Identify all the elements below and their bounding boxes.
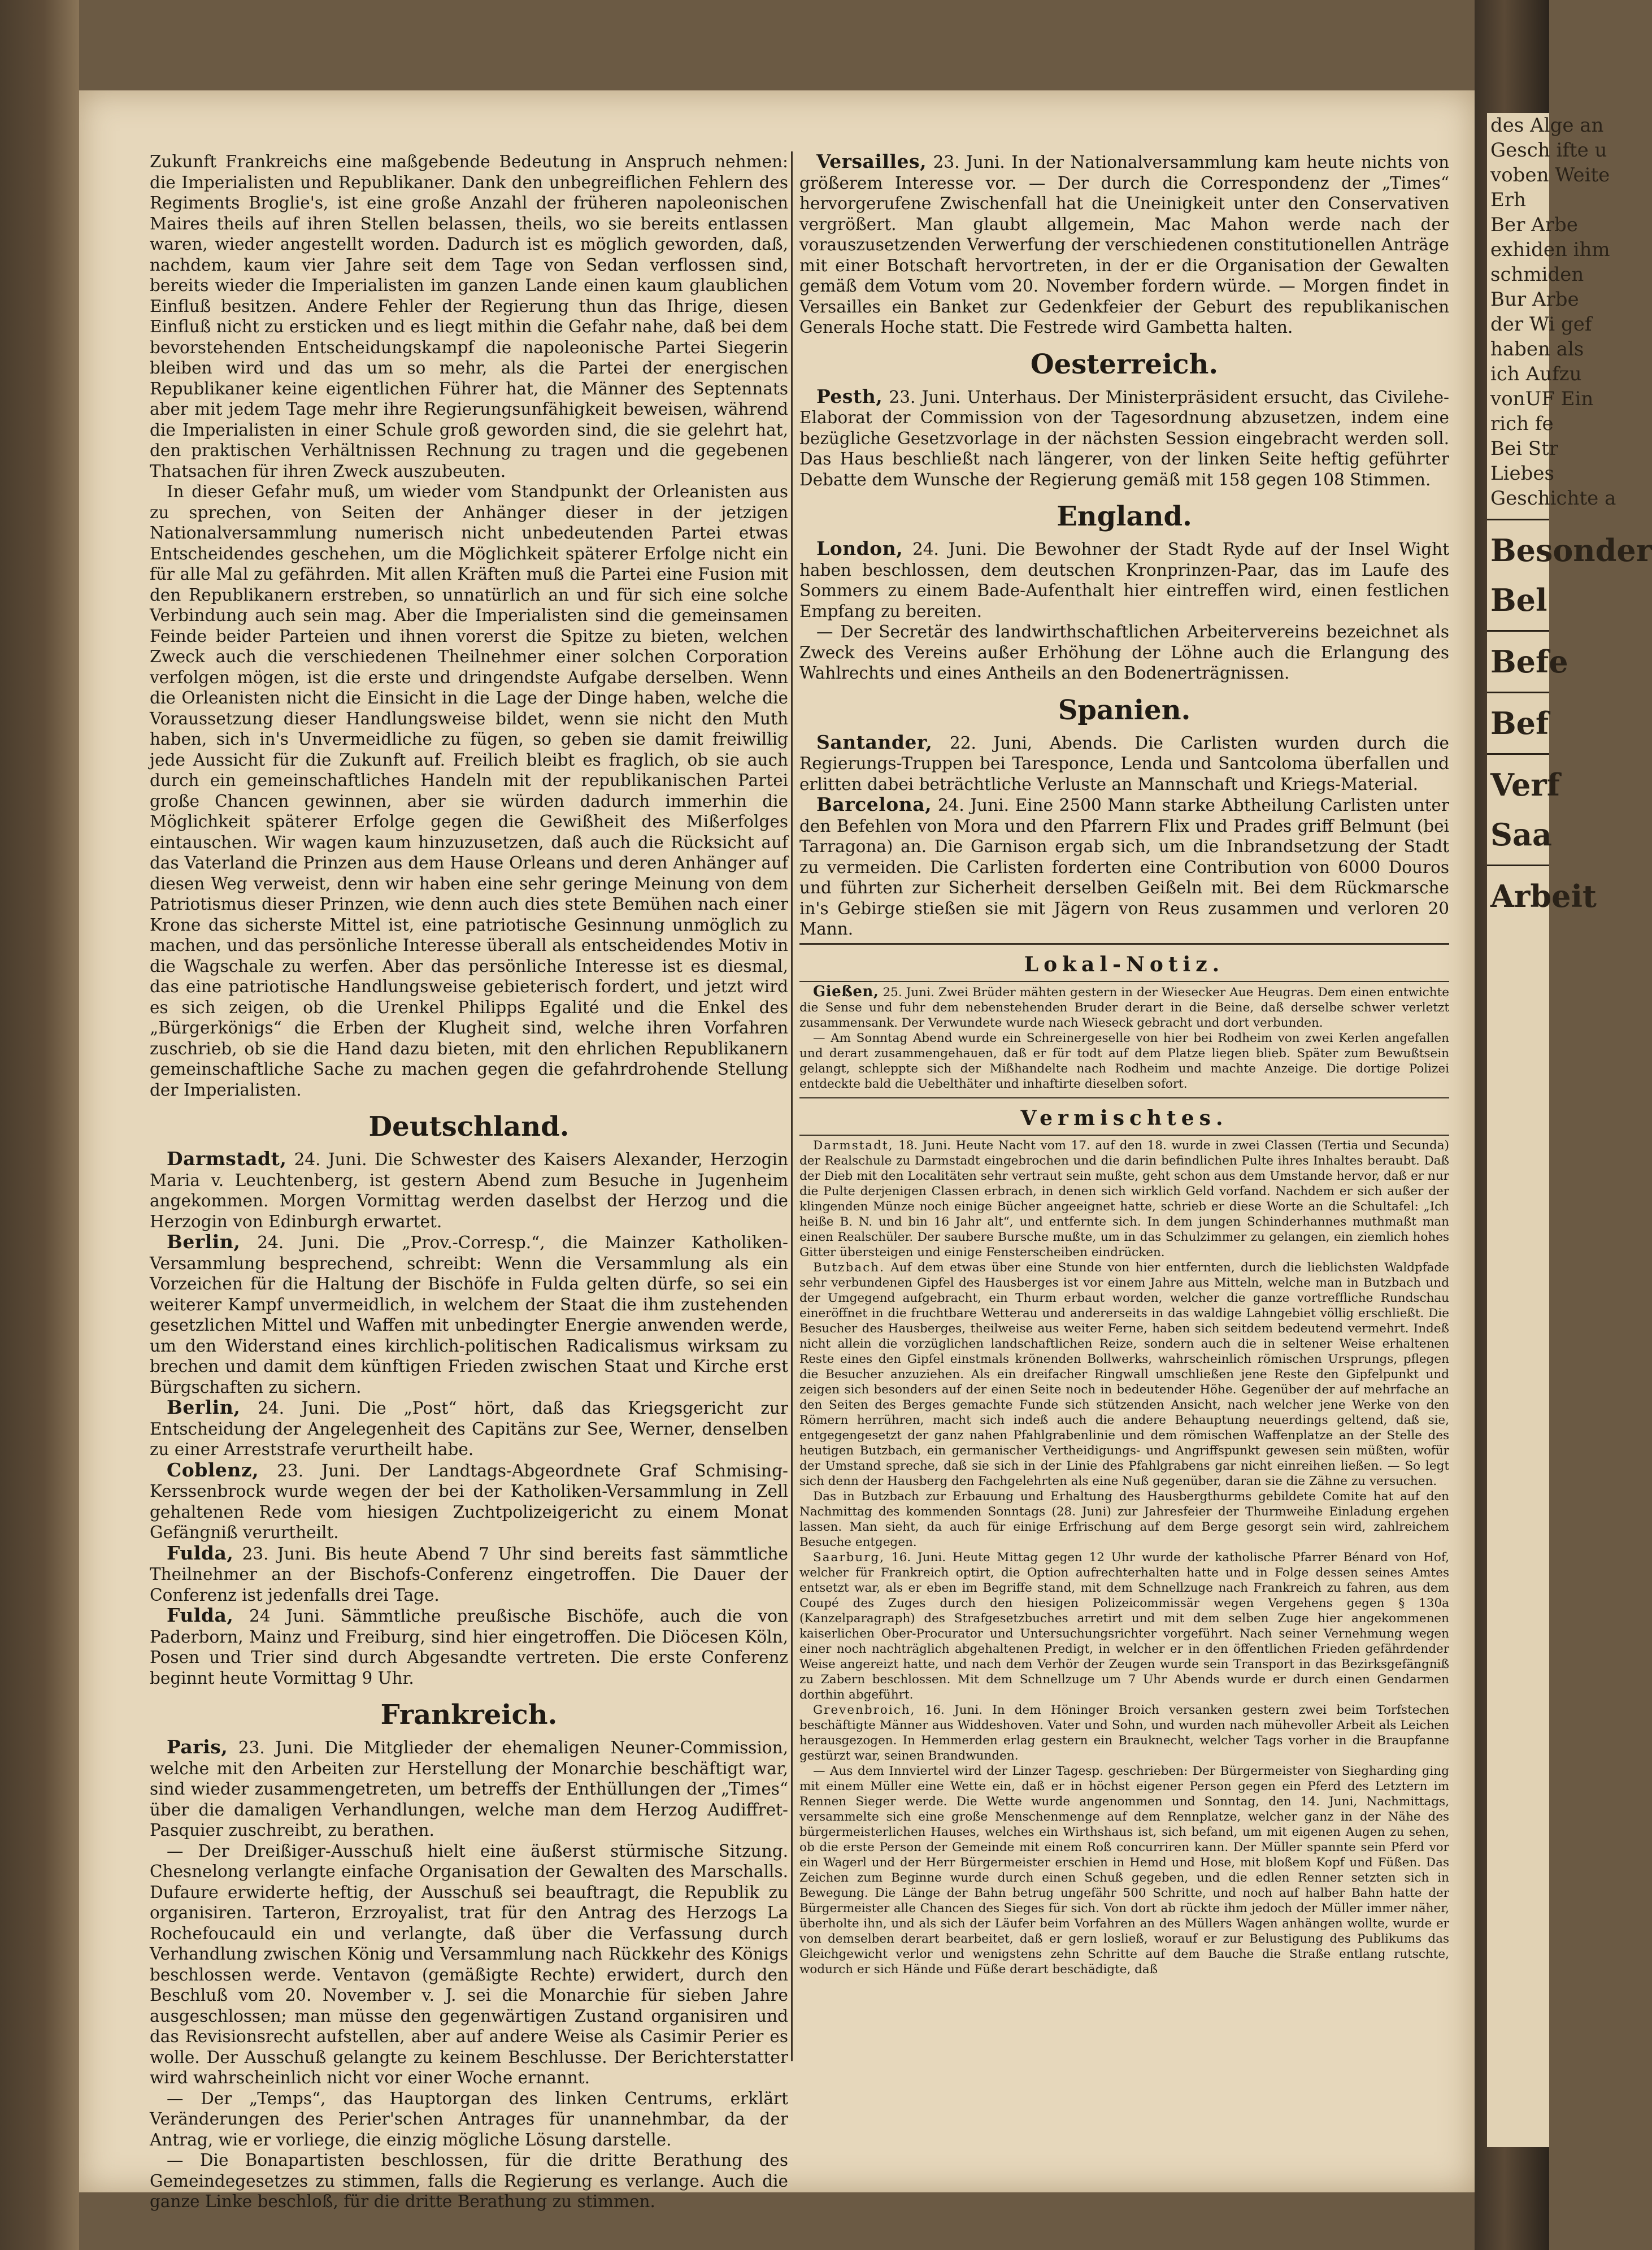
section-heading-deutschland: Deutschland. — [368, 1111, 569, 1143]
next-page-line: Bei Str — [1490, 437, 1558, 460]
dateline: Saarburg, — [813, 1550, 885, 1565]
news-item: London, 24. Juni. Die Bewohner der Stadt Ryde auf der Insel Wight haben beschlossen, dem deutschen Kronprinzen-Paar, das im Laufe des Sommers zu einem Bade-Aufenthalt hier eintreffen wird, einen festlichen Empfang zu bereiten. — [799, 537, 1449, 621]
news-item: — Der Secretär des landwirthschaftlichen Arbeitervereins bezeichnet als Zweck des Vereins außer Erhöhung der Löhne auch die Erlangung des Wahlrechts und eines Antheils an den Bodenerträgnissen. — [799, 622, 1449, 683]
dateline: Santander, — [816, 731, 933, 753]
section-heading-frankreich: Frankreich. — [380, 1699, 558, 1731]
next-page-line: Erh — [1490, 189, 1526, 211]
news-item: — Am Sonntag Abend wurde ein Schreinergeselle von hier bei Rodheim von zwei Kerlen angefallen und derart zusammengehauen, daß er für todt auf dem Platze liegen blieb. Später zum Bewußtsein gelangt, schleppte sich der Mißhandelte nach Rodheim und machte Anzeige. Die dortige Polizei entdeckte bald die Uebelthäter und inhaftirte dieselben sofort. — [799, 1031, 1449, 1091]
intro-paragraph-1: Zukunft Frankreichs eine maßgebende Bedeutung in Anspruch nehmen: die Imperialisten und Republikaner. Dank den unbegreiflichen Fehlern des Regiments Broglie's, ist eine große Anzahl der früheren napoleonischen Maires theils auf ihren Stellen belassen, theils, wo sie bereits entlassen waren, wieder angestellt worden. Dadurch ist es möglich geworden, daß, nachdem, kaum vier Jahre seit dem Tage von Sedan verflossen sind, bereits wieder die Imperialisten im ganzen Lande einen kaum glaublichen Einfluß besitzen. Andere Fehler der Regierung thun das Ihrige, diesen Einfluß nicht zu ersticken und es liegt mithin die Gefahr nahe, daß bei dem bevorstehenden Entscheidungskampf die napoleonische Partei Siegerin bleiben wird und das um so mehr, als die Partei der energischen Republikaner keine eigentlichen Führer hat, die Männer des Septennats aber mit jedem Tage mehr ihre Regierungsunfähigkeit beweisen, während die Imperialisten in einer Schule groß geworden sind, die sie gelehrt hat, den praktischen Verhältnissen Rechnung zu tragen und die gegebenen Thatsachen für ihren Zweck auszubeuten. — [150, 152, 788, 481]
divider — [799, 1135, 1449, 1136]
news-item: Darmstadt, 24. Juni. Die Schwester des Kaisers Alexander, Herzogin Maria v. Leuchtenberg, ist gestern Abend zum Besuche in Jugenheim angekommen. Morgen Vormittag werden daselbst der Herzog und die Herzogin von Edinburgh erwartet. — [150, 1148, 788, 1231]
news-item: Butzbach. Auf dem etwas über eine Stunde von hier entfernten, durch die lieblichsten Waldpfade sehr verbundenen Gipfel des Hausberges ist vor einem Jahre aus Mitteln, welche man in Butzbach und der Umgegend aufgebracht, ein Thurm erbaut worden, welcher die ganze vortreffliche Rundschau eineröffnet in die fruchtbare Wetterau und andererseits in das waldige Lahngebiet völlig erschließt. Die Besucher des Hausberges, theilweise aus weiter Ferne, haben sich seitdem bedeutend vermehrt. Indeß nicht allein die vorzüglichen landschaftlichen Reize, sondern auch die in seltener Weise erhaltenen Reste eines den Gipfel einstmals krönenden Bollwerks, wahrscheinlich römischen Ursprungs, pflegen die Besucher anzuziehen. Als ein dreifacher Ringwall umschließen jene Reste den Gipfelpunkt und zeigen sich besonders auf der einen Seite noch in bedeutender Höhe. Gegenüber der auf mehrfache an den Seiten des Berges gemachte Funde sich stützenden Ansicht, nach welcher jene Werke von den Römern herrühren, macht sich indeß auch die andere Behauptung neuerdings geltend, daß sie, entgegengesetzt der ganz nahen Pfahlgrabenlinie und dem römischen Waffenplatze an der Stelle des heutigen Butzbach, ein germanischer Vertheidigungs- und Angriffspunkt gewesen sein müßten, wofür der Umstand spreche, daß sie sich in der Linie des Pfahlgrabens gar nicht einreihen ließen. — So legt sich denn der Hausberg den Fachgelehrten als eine Nuß gegenüber, daran sie die Zähne zu versuchen. — [799, 1260, 1449, 1488]
lokal-block — [799, 984, 1449, 1092]
dateline: Gießen, — [813, 983, 879, 1000]
next-page-line: vonUF Ein — [1490, 388, 1594, 410]
news-item: Das in Butzbach zur Erbauung und Erhaltung des Hausbergthurms gebildete Comite hat auf den Nachmittag des kommenden Sonntags (28. Juni) zur Jahresfeier der Thurmweihe Einladung ergehen lassen. Man sieht, da auch für einige Erfrischung auf dem Berge gesorgt sein wird, zahlreichem Besuche entgegen. — [799, 1489, 1449, 1549]
news-item: — Aus dem Innviertel wird der Linzer Tagesp. geschrieben: Der Bürgermeister von Siegharding ging mit einem Müller eine Wette ein, daß er in höchst eigener Person gegen ein Pferd des Letztern im Rennen Sieger werde. Die Wette wurde angenommen und Sonntag, den 14. Juni, Nachmittags, versammelte sich eine große Menschenmenge auf dem Rennplatze, welcher ganz in der Nähe des bürgermeisterlichen Hauses, welches ein Wirthshaus ist, sich befand, um mit eigenen Augen zu sehen, ob die erste Person der Gemeinde mit einem Roß concurriren kann. Der Müller spannte sein Pferd vor ein Wagerl und der Herr Bürgermeister erschien in Hemd und Hose, mit bloßem Kopf und Füßen. Das Zeichen zum Beginne wurde durch einen Schuß gegeben, und die edlen Renner setzten sich in Bewegung. Die Länge der Bahn betrug ungefähr 500 Schritte, und noch auf halber Bahn hatte der Bürgermeister alle Chancen des Sieges für sich. Von dort ab rückte ihm jedoch der Müller immer näher, überholte ihn, und als sich der Läufer beim Vorfahren an des Müllers Wagen anhängen wollte, wurde er von demselben derart bearbeitet, daß er gern losließ, worauf er zur Belustigung des Publikums das Gleichgewicht verlor und wenigstens zehn Schritte auf dem Bauche die Straße entlang rutschte, wodurch er sich Hände und Füße derart beschädigte, daß — [799, 1763, 1449, 1977]
divider — [799, 981, 1449, 982]
next-page-heading: Besonder — [1490, 532, 1652, 568]
news-item: Barcelona, 24. Juni. Eine 2500 Mann starke Abtheilung Carlisten unter den Befehlen von Mora und den Pfarrern Flix und Prades griff Belmunt (bei Tarragona) an. Die Garnison ergab sich, um die Inbrandsetzung der Stadt zu vermeiden. Die Carlisten forderten eine Contribution von 6000 Douros und führten zur Sicherheit derselben Geißeln mit. Bei dem Rückmarsche in's Gebirge stießen sie mit Jägern von Reus zusammen und verloren 20 Mann. — [799, 793, 1449, 939]
next-page-edge — [1487, 113, 1652, 2147]
left-column — [150, 151, 788, 2212]
next-page-line: exhiden ihm — [1490, 238, 1610, 261]
divider — [799, 1097, 1449, 1098]
right-column — [799, 151, 1449, 1977]
intro-paragraph-2: In dieser Gefahr muß, um wieder vom Standpunkt der Orleanisten aus zu sprechen, von Seiten der Anhänger dieser in der jetzigen Nationalversammlung numerisch nicht unbedeutenden Partei etwas Entscheidendes geschehen, um die Möglichkeit späterer Erfolge nicht ein für alle Mal zu gefährden. Mit allen Kräften muß die Partei eine Fusion mit den Republikanern erstreben, so unnatürlich an und für sich eine solche Verbindung auch sein mag. Aber die Imperialisten sind die gemeinsamen Feinde beider Parteien und ihnen vorerst die Spitze zu bieten, welchen Zweck auch die verschiedenen Theilnehmer einer solchen Corporation verfolgen mögen, ist die erste und dringendste Aufgabe derselben. Wenn die Orleanisten nicht die Einsicht in die Lage der Dinge haben, welche die Voraussetzung dieser Handlungsweise bildet, wenn sie nicht den Muth haben, sich in's Unvermeidliche zu fügen, so geben sie damit freiwillig jede Aussicht für die Zukunft auf. Freilich bleibt es fraglich, ob sie auch durch ein gemeinschaftliches Handeln mit der republikanischen Partei große Chancen gewinnen, aber sie würden dadurch immerhin die Möglichkeit späterer Erfolge gegen die Gewißheit des Mißerfolges eintauschen. Wir wagen kaum hinzuzusetzen, daß auch die Rücksicht auf das Vaterland die Prinzen aus dem Hause Orleans und deren Anhänger auf diesen Weg verweist, denn wir haben eine sehr geringe Meinung von dem Patriotismus dieser Prinzen, wie denn auch dies stete Bemühen nach einer Krone das sicherste Mittel ist, eine patriotische Gesinnung unmöglich zu machen, und das persönliche Interesse überall als entscheidendes Motiv in die Wagschale zu werfen. Aber das persönliche Interesse ist es diesmal, das eine patriotische Handlungsweise gebieterisch fordert, und jetzt wird es sich zeigen, ob die Urenkel Philipps Egalité und die Enkel des „Bürgerkönigs“ die Erben der Klugheit sind, welche ihren Vorfahren zuschrieb, ob sie die Hand dazu bieten, mit den ehrlichen Republikanern gemeinschaftliche Sache zu machen gegen die gefahrdrohende Stellung der Imperialisten. — [150, 482, 788, 1100]
next-page-line: des Alge an — [1490, 114, 1604, 137]
news-item: Berlin, 24. Juni. Die „Post“ hört, daß das Kriegsgericht zur Entscheidung der Angelegenheit des Capitäns zur See, Werner, denselben zu einer Arreststrafe verurtheilt habe. — [150, 1396, 788, 1459]
news-item: Paris, 23. Juni. Die Mitglieder der ehemaligen Neuner-Commission, welche mit den Arbeiten zur Herstellung der Monarchie beschäftigt war, sind wieder zusammengetreten, um betreffs der Enthüllungen der „Times“ über die damaligen Verhandlungen, welche man dem Herzog Audiffret-Pasquier zuschreibt, zu berathen. — [150, 1736, 788, 1840]
divider — [1487, 519, 1549, 520]
dateline: Darmstadt, — [167, 1148, 287, 1170]
next-page-line: ich Aufzu — [1490, 363, 1582, 385]
divider — [1487, 753, 1549, 755]
divider — [799, 943, 1449, 945]
next-page-heading: Verf — [1490, 767, 1560, 803]
dateline: Versailles, — [816, 150, 927, 172]
next-page-line: voben Weite — [1490, 164, 1610, 186]
news-item: — Die Bonapartisten beschlossen, für die dritte Berathung des Gemeindegesetzes zu stimmen, falls die Regierung es verlange. Auch die ganze Linke beschloß, für die dritte Berathung zu stimmen. — [150, 2151, 788, 2211]
news-item: — Der „Temps“, das Hauptorgan des linken Centrums, erklärt Veränderungen des Perier'schen Antrages für unannehmbar, da der Antrag, wie er vorliege, die einzig mögliche Lösung darstelle. — [150, 2088, 788, 2149]
next-page-line: rich fe — [1490, 412, 1554, 435]
dateline: London, — [816, 537, 903, 559]
dateline: Fulda, — [167, 1541, 234, 1564]
next-page-heading: Arbeit — [1490, 878, 1597, 914]
dateline: Fulda, — [167, 1604, 234, 1626]
news-item: Berlin, 24. Juni. Die „Prov.-Corresp.“, die Mainzer Katholiken-Versammlung besprechend, schreibt: Wenn die Versammlung als ein Vorzeichen für die Haltung der Bischöfe in Fulda gelten dürfe, so sei ein weiterer Kampf unvermeidlich, in welchem der Staat die ihm zustehenden gesetzlichen Mittel und Waffen mit unbedingter Energie anwenden werde, um den Widerstand eines kirchlich-politischen Radicalismus wirksam zu brechen und damit dem künftigen Frieden zwischen Staat und Kirche erst Bürgschaften zu sichern. — [150, 1231, 788, 1397]
dateline: Paris, — [167, 1736, 228, 1758]
dateline: Butzbach. — [813, 1260, 885, 1275]
section-heading-england: England. — [1057, 501, 1192, 532]
binding-edge-left — [0, 0, 79, 2250]
next-page-heading: Bef — [1490, 705, 1549, 741]
dateline: Grevenbroich, — [813, 1702, 916, 1717]
dateline: Pesth, — [816, 385, 883, 407]
section-heading-oesterreich: Oesterreich. — [1030, 348, 1219, 380]
dateline: Barcelona, — [816, 793, 932, 815]
divider — [1487, 865, 1549, 866]
news-item: Pesth, 23. Juni. Unterhaus. Der Ministerpräsident ersucht, das Civilehe-Elaborat der Commission von der Tagesordnung abzusetzen, indem eine bezügliche Gesetzvorlage in der nächsten Session eingebracht werden soll. Das Haus beschließt nach längerer, von der linken Seite heftig geführter Debatte dem Wunsche der Regierung gemäß mit 158 gegen 108 Stimmen. — [799, 385, 1449, 489]
divider — [1487, 630, 1549, 632]
divider — [1487, 692, 1549, 693]
next-page-line: schmiden — [1490, 263, 1584, 286]
next-page-heading: Saa — [1490, 816, 1552, 853]
next-page-heading: Befe — [1490, 644, 1568, 680]
next-page-line: der Wi gef — [1490, 313, 1592, 336]
section-heading-spanien: Spanien. — [1058, 694, 1191, 726]
news-item: Fulda, 23. Juni. Bis heute Abend 7 Uhr sind bereits fast sämmtliche Theilnehmer an der Bischofs-Conferenz eingetroffen. Die Dauer der Conferenz ist jedenfalls drei Tage. — [150, 1541, 788, 1605]
next-page-line: Ber Arbe — [1490, 214, 1578, 236]
section-heading-lokal: Lokal-Notiz. — [1024, 952, 1225, 976]
vermischtes-block — [799, 1138, 1449, 1977]
next-page-line: Liebes — [1490, 462, 1554, 485]
column-rule — [791, 151, 793, 2061]
next-page-heading: Bel — [1490, 582, 1547, 618]
next-page-line: Bur Arbe — [1490, 288, 1579, 311]
news-item: Coblenz, 23. Juni. Der Landtags-Abgeordnete Graf Schmising-Kerssenbrock wurde wegen der bei der Katholiken-Versammlung in Zell gehaltenen Rede vom hiesigen Zuchtpolizeigericht zu einem Monat Gefängniß verurtheilt. — [150, 1458, 788, 1542]
next-page-line: Geschichte a — [1490, 487, 1616, 510]
news-item: Fulda, 24 Juni. Sämmtliche preußische Bischöfe, auch die von Paderborn, Mainz und Freiburg, sind hier eingetroffen. Die Diöcesen Köln, Posen und Trier sind durch Abgesandte vertreten. Die erste Conferenz beginnt heute Vormittag 9 Uhr. — [150, 1604, 788, 1688]
section-heading-vermischtes: Vermischtes. — [1020, 1106, 1228, 1130]
next-page-line: Gesch ifte u — [1490, 139, 1607, 162]
news-item: Santander, 22. Juni, Abends. Die Carlisten wurden durch die Regierungs-Truppen bei Taresponce, Lenda und Santcoloma überfallen und erlitten dabei beträchtliche Verluste an Mannschaft und Kriegs-Material. — [799, 731, 1449, 794]
news-item: Darmstadt, 18. Juni. Heute Nacht vom 17. auf den 18. wurde in zwei Classen (Tertia und Secunda) der Realschule zu Darmstadt eingebrochen und die darin befindlichen Pulte ihres Inhaltes beraubt. Daß der Dieb mit den Localitäten sehr vertraut sein mußte, geht schon aus dem Umstande hervor, daß er nur die Pulte derjenigen Classen erbrach, in denen sich wirklich Geld vorfand. Nachdem er sich außer der klingenden Münze noch einige Bücher angeeignet hatte, schrieb er diese Worte an die Schultafel: „Ich heiße B. N. und bin 16 Jahr alt“, und entfernte sich. In dem jungen Schinderhannes muthmaßt man einen Realschüler. Der saubere Bursche mußte, um in das Schulzimmer zu gelangen, ein ziemlich hohes Gitter übersteigen und einige Fensterscheiben eindrücken. — [799, 1138, 1449, 1259]
news-item: Saarburg, 16. Juni. Heute Mittag gegen 12 Uhr wurde der katholische Pfarrer Bénard von Hof, welcher für Frankreich optirt, die Option aufrechterhalten hatte und in Folge dessen seines Amtes entsetzt war, als er eben im Begriffe stand, mit dem Schnellzuge nach Frankreich zu fahren, aus dem Coupé des Zuges durch den hiesigen Polizeicommissär wegen Vergehens gegen § 130a (Kanzelparagraph) des Strafgesetzbuches arretirt und mit dem selben Zuge hier angekommenen kaiserlichen Ober-Procurator und Untersuchungsrichter vorgeführt. Nach seiner Vernehmung wegen einer noch nachträglich abgehaltenen Predigt, in welcher er in den öffentlichen Frieden gefährdender Weise angereizt hatte, und nach dem Verhör der Zeugen wurde sein Transport in das Bezirksgefängniß zu Zabern beschlossen. Mit dem Schnellzuge um 7 Uhr Abends wurde er durch einen Gendarmen dorthin abgeführt. — [799, 1550, 1449, 1702]
news-item: Grevenbroich, 16. Juni. In dem Höninger Broich versanken gestern zwei beim Torfstechen beschäftigte Männer aus Widdeshoven. Vater und Sohn, und wurden nach mühevoller Arbeit als Leichen herausgezogen. In Hemmerden erlag gestern ein Brauknecht, welcher Tags vorher in die Braupfanne gestürzt war, seinen Brandwunden. — [799, 1702, 1449, 1763]
dateline: Berlin, — [167, 1396, 241, 1418]
news-item: Versailles, 23. Juni. In der Nationalversammlung kam heute nichts von größerem Interesse vor. — Der durch die Correspondenz der „Times“ hervorgerufene Zwischenfall hat die Uneinigkeit unter den Conservativen vergrößert. Man glaubt allgemein, Mac Mahon werde nach der vorauszusetzenden Verwerfung der verschiedenen constitutionellen Anträge mit einer Botschaft hervortreten, in der er die Organisation der Gewalten gemäß dem Votum vom 20. November fordern würde. — Morgen findet in Versailles ein Banket zur Gedenkfeier der Geburt des republikanischen Generals Hoche statt. Die Festrede wird Gambetta halten. — [799, 150, 1449, 337]
dateline: Berlin, — [167, 1231, 241, 1253]
next-page-line: haben als — [1490, 338, 1584, 360]
dateline: Coblenz, — [167, 1458, 259, 1481]
news-item: Gießen, 25. Juni. Zwei Brüder mähten gestern in der Wiesecker Aue Heugras. Dem einen entwichte die Sense und fuhr dem nebenstehenden Bruder derart in die Beine, daß derselbe schwer verletzt zusammensank. Der Verwundete wurde nach Wieseck gebracht und dort verbunden. — [799, 983, 1449, 1030]
news-item: — Der Dreißiger-Ausschuß hielt eine äußerst stürmische Sitzung. Chesnelong verlangte einfache Organisation der Gewalten des Marschalls. Dufaure erwiderte heftig, der Ausschuß sei beauftragt, die Republik zu organisiren. Tarteron, Erzroyalist, trat für den Antrag des Herzogs La Rochefoucauld ein und verlangte, daß über die Verfassung durch Verhandlung zwischen König und Versammlung nach Rückkehr des Königs beschlossen werde. Ventavon (gemäßigte Rechte) erwidert, durch den Beschluß vom 20. November v. J. sei die Monarchie für sieben Jahre ausgeschlossen; man müsse den gegenwärtigen Zustand organisiren und das Revisionsrecht aufstellen, aber auf andere Weise als Casimir Perier es wolle. Der Ausschuß gelangte zu keinem Beschlusse. Der Berichterstatter wird wahrscheinlich nicht vor einer Woche ernannt. — [150, 1841, 788, 2087]
dateline: Darmstadt, — [813, 1138, 894, 1153]
